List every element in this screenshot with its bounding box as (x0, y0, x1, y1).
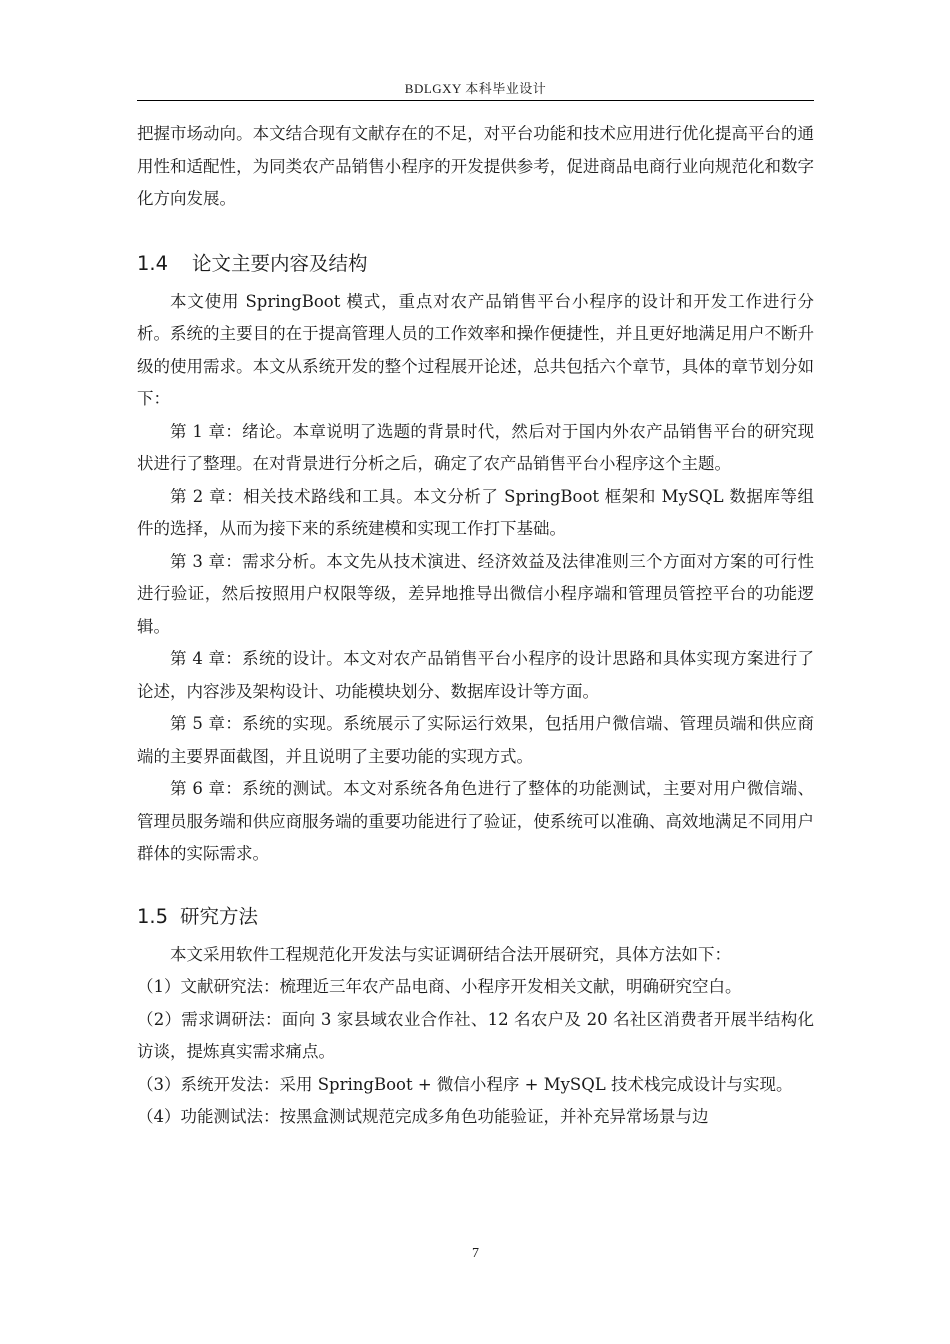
method-item-3: （3）系统开发法：采用 SpringBoot + 微信小程序 + MySQL 技术栈完成设计与实现。 (137, 1074, 793, 1094)
chapter-paragraph-5: 第 5 章：系统的实现。系统展示了实际运行效果，包括用户微信端、管理员端和供应商端的主要界面截图，并且说明了主要功能的实现方式。 (137, 714, 814, 766)
method-item-4: （4）功能测试法：按黑盒测试规范完成多角色功能验证，并补充异常场景与边 (137, 1107, 709, 1126)
chapter-paragraph-1: 第 1 章：绪论。本章说明了选题的背景时代，然后对于国内外农产品销售平台的研究现状进行了整理。在对背景进行分析之后，确定了农产品销售平台小程序这个主题。 (137, 421, 814, 473)
chapter-paragraph-6: 第 6 章：系统的测试。本文对系统各角色进行了整体的功能测试，主要对用户微信端、管理员服务端和供应商服务端的重要功能进行了验证，使系统可以准确、高效地满足不同用户群体的实际需求。 (137, 779, 814, 863)
section-heading-1-5 (137, 899, 814, 935)
paragraph-continued: 把握市场动向。本文结合现有文献存在的不足，对平台功能和技术应用进行优化提高平台的通用性和适配性，为同类农产品销售小程序的开发提供参考，促进商品电商行业向规范化和数字化方向发展。 (137, 124, 814, 208)
method-item-1: （1）文献研究法：梳理近三年农产品电商、小程序开发相关文献，明确研究空白。 (137, 977, 742, 996)
paragraph: 本文使用 SpringBoot 模式，重点对农产品销售平台小程序的设计和开发工作进行分析。系统的主要目的在于提高管理人员的工作效率和操作便捷性，并且更好地满足用户不断升级的使用需求。本文从系统开发的整个过程展开论述，总共包括六个章节，具体的章节划分如下： (137, 291, 814, 408)
method-item-2: （2）需求调研法：面向 3 家县域农业合作社、12 名农户及 20 名社区消费者开展半结构化访谈，提炼真实需求痛点。 (137, 1009, 814, 1061)
chapter-paragraph-3: 第 3 章：需求分析。本文先从技术演进、经济效益及法律准则三个方面对方案的可行性进行验证，然后按照用户权限等级，差异地推导出微信小程序端和管理员管控平台的功能逻辑。 (137, 551, 814, 636)
section-number: 1.4 (137, 251, 169, 275)
running-header: BDLGXY 本科毕业设计 (404, 81, 547, 96)
page-body (137, 118, 814, 1134)
section-heading-1-4 (137, 246, 814, 282)
section-title: 研究方法 (180, 904, 259, 928)
header-rule (137, 100, 814, 101)
methods-intro: 本文采用软件工程规范化开发法与实证调研结合法开展研究，具体方法如下： (170, 944, 731, 964)
chapter-paragraph-4: 第 4 章：系统的设计。本文对农产品销售平台小程序的设计思路和具体实现方案进行了论述，内容涉及架构设计、功能模块划分、数据库设计等方面。 (137, 649, 814, 701)
section-title: 论文主要内容及结构 (192, 251, 368, 275)
section-number: 1.5 (137, 904, 169, 928)
chapter-paragraph-2: 第 2 章：相关技术路线和工具。本文分析了 SpringBoot 框架和 MySQL 数据库等组件的选择，从而为接下来的系统建模和实现工作打下基础。 (137, 486, 814, 538)
page-number: 7 (472, 1246, 479, 1261)
